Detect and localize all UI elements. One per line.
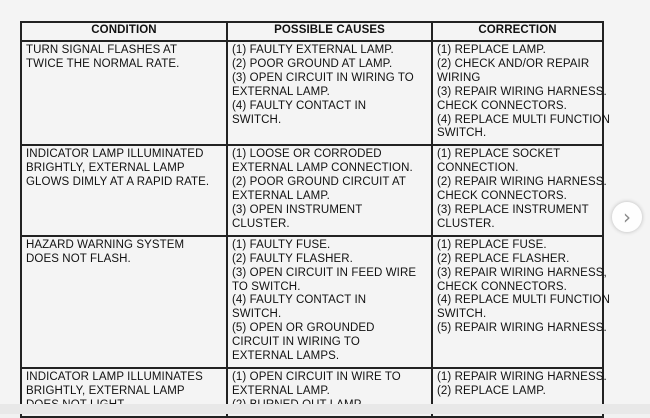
cell-text-line: (4) REPLACE MULTI FUNCTION	[437, 113, 610, 126]
diagnosis-table	[20, 21, 610, 418]
table-row	[21, 145, 603, 235]
cell-text-line: CHECK CONNECTORS.	[437, 99, 567, 112]
cell-text-line: EXTERNAL LAMP.	[232, 190, 330, 203]
cell-text-line: (1) REPAIR WIRING HARNESS.	[437, 370, 607, 383]
cell-text-line: TO SWITCH.	[232, 280, 301, 293]
cell-text-line: EXTERNAL LAMP CONNECTION.	[232, 162, 413, 175]
header-correction: CORRECTION	[432, 22, 603, 41]
cell-text-line: (3) REPAIR WIRING HARNESS,	[437, 266, 607, 279]
cell-text-line: (4) FAULTY CONTACT IN	[232, 99, 367, 112]
cell-text-line: GLOWS DIMLY AT A RAPID RATE.	[26, 176, 210, 189]
cell-text-line: (1) FAULTY EXTERNAL LAMP.	[232, 44, 394, 56]
cell-text-line: (2) CHECK AND/OR REPAIR	[437, 57, 590, 70]
table-row	[21, 236, 603, 368]
cell-text-line: (3) OPEN CIRCUIT IN WIRING TO	[232, 71, 414, 84]
cell-text-line: BRIGHTLY, EXTERNAL LAMP	[26, 384, 185, 397]
page-bottom-edge	[0, 404, 650, 414]
cell-text-line: INDICATOR LAMP ILLUMINATES	[26, 370, 203, 383]
cell-text-line: (2) REPAIR WIRING HARNESS.	[437, 176, 607, 189]
cell-text-line: SWITCH.	[437, 127, 487, 140]
cell-text-line: DOES NOT FLASH.	[26, 252, 131, 265]
cell-text-line: (2) REPLACE LAMP.	[437, 384, 546, 397]
cell-text-line: (2) FAULTY FLASHER.	[232, 252, 353, 265]
cell-text-line: (3) REPLACE INSTRUMENT	[437, 203, 589, 216]
cell-text-line: (1) REPLACE FUSE.	[437, 238, 547, 251]
correction-cell	[432, 41, 610, 145]
condition-cell	[21, 236, 227, 368]
cell-text-line: (1) LOOSE OR CORRODED	[232, 148, 382, 161]
cell-text-line: SWITCH.	[437, 308, 487, 321]
cell-text-line: EXTERNAL LAMPS.	[232, 350, 340, 363]
table-row	[21, 41, 603, 145]
cell-text-line: SWITCH.	[232, 308, 282, 321]
cell-text-line: (4) REPLACE MULTI FUNCTION	[437, 294, 610, 307]
cell-text-line: (3) OPEN CIRCUIT IN FEED WIRE	[232, 266, 417, 279]
cell-text-line: TWICE THE NORMAL RATE.	[26, 57, 180, 70]
cell-text-line: (5) OPEN OR GROUNDED	[232, 322, 375, 335]
cell-text-line: (2) POOR GROUND AT LAMP.	[232, 57, 393, 70]
header-condition: CONDITION	[21, 22, 227, 41]
possible-causes-cell	[227, 41, 432, 145]
cell-text-line: EXTERNAL LAMP.	[232, 85, 330, 98]
correction-cell	[432, 145, 607, 235]
cell-text-line: CHECK CONNECTORS.	[437, 280, 567, 293]
correction-cell	[432, 236, 610, 368]
possible-causes-cell	[227, 236, 432, 368]
cell-text-line: (2) POOR GROUND CIRCUIT AT	[232, 176, 407, 189]
cell-text-line: SWITCH.	[232, 113, 282, 126]
cell-text-line: BRIGHTLY, EXTERNAL LAMP	[26, 162, 185, 175]
cell-text-line: WIRING	[437, 71, 481, 84]
condition-cell	[21, 41, 227, 145]
cell-text-line: CLUSTER.	[437, 217, 495, 230]
cell-text-line: (3) OPEN INSTRUMENT	[232, 203, 363, 216]
cell-text-line: EXTERNAL LAMP.	[232, 384, 330, 397]
cell-text-line: (1) REPLACE LAMP.	[437, 44, 546, 56]
cell-text-line: INDICATOR LAMP ILLUMINATED	[26, 148, 204, 161]
cell-text-line: HAZARD WARNING SYSTEM	[26, 238, 185, 251]
cell-text-line: CIRCUIT IN WIRING TO	[232, 336, 360, 349]
table-header-row	[21, 22, 603, 41]
cell-text-line: (1) REPLACE SOCKET	[437, 148, 561, 161]
cell-text-line: TURN SIGNAL FLASHES AT	[26, 44, 178, 56]
cell-text-line: CLUSTER.	[232, 217, 290, 230]
cell-text-line: (1) OPEN CIRCUIT IN WIRE TO	[232, 370, 401, 383]
cell-text-line: (4) FAULTY CONTACT IN	[232, 294, 367, 307]
cell-text-line: (1) FAULTY FUSE.	[232, 238, 331, 251]
possible-causes-cell	[227, 145, 432, 235]
cell-text-line: CONNECTION.	[437, 162, 519, 175]
cell-text-line: (2) REPLACE FLASHER.	[437, 252, 570, 265]
cell-text-line: CHECK CONNECTORS.	[437, 190, 567, 203]
condition-cell	[21, 145, 227, 235]
cell-text-line: (3) REPAIR WIRING HARNESS.	[437, 85, 607, 98]
cell-text-line: (5) REPAIR WIRING HARNESS.	[437, 322, 607, 335]
header-possible-causes: POSSIBLE CAUSES	[227, 22, 432, 41]
chevron-right-icon[interactable]: ›	[612, 202, 642, 232]
